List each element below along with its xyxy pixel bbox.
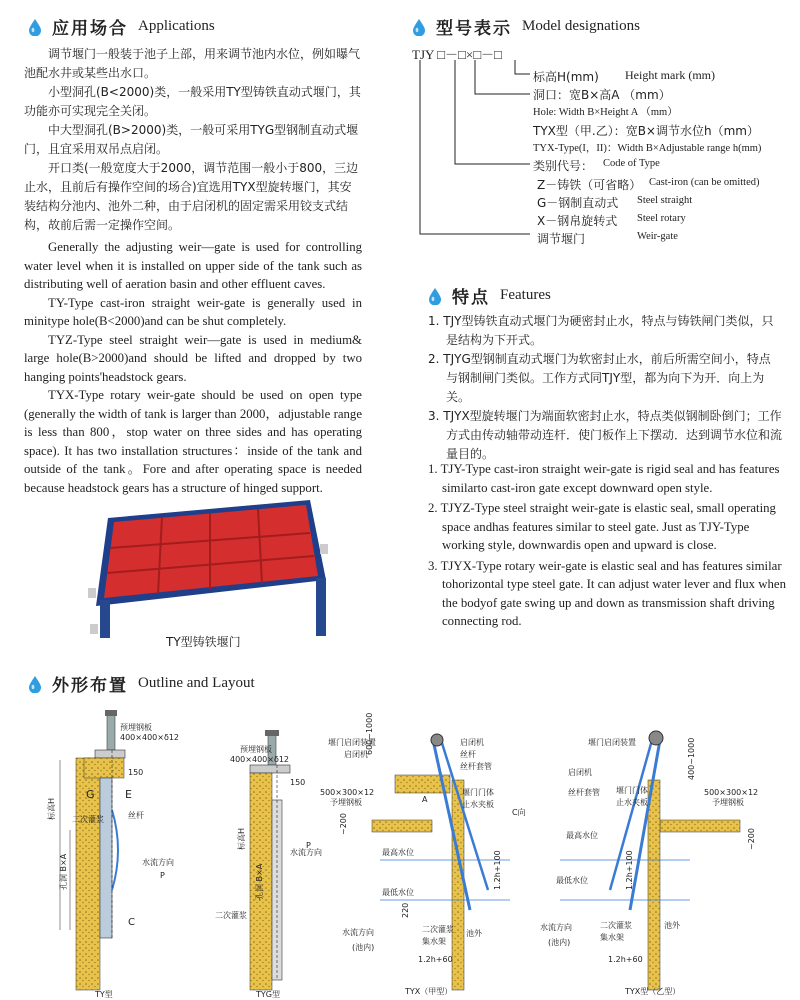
water-drop-icon	[28, 18, 42, 36]
tyx1-plate-dim: 500×300×12	[320, 788, 375, 797]
ty-gate-photo	[88, 488, 328, 638]
tyx1-dim220: 220	[401, 902, 410, 918]
outline-drawings	[0, 700, 800, 1000]
ty-second-pour: 二次灌浆	[72, 815, 104, 824]
tyg-plate-dim: 400×400×δ12	[230, 755, 290, 764]
features-en-item-2: 2. TJYZ-Type steel straight weir-gate is elastic seal, small operating space andhas features similar to steel gate. Just as TJY-Type working style, downwardis open and upward is close.	[428, 501, 776, 552]
tyg-caption: TYG型	[256, 990, 280, 999]
ty-g: G	[86, 788, 95, 801]
tyg-plate-label: 预埋钢板	[240, 745, 272, 754]
applications-en-p2: TY-Type cast-iron straight weir-gate is generally used in minitype hole(B<2000)and can be shut completely.	[24, 295, 362, 328]
tyg-second-pour: 二次灌浆	[215, 911, 247, 920]
model-row-hole-en: Hole: Width B×Height A （mm）	[533, 107, 678, 118]
ty-p: P	[160, 871, 165, 880]
tyx2-flow: 水流方向	[540, 923, 572, 932]
ty-elev: 标高H	[47, 797, 56, 820]
tyx2-second-pour: 二次灌浆	[600, 921, 632, 930]
drawing-tyx-2	[540, 731, 758, 996]
model-row-g: G－钢制直动式	[537, 196, 619, 210]
applications-header	[28, 14, 215, 39]
model-title-zh: 型号表示	[436, 19, 512, 39]
applications-en-p1: Generally the adjusting weir—gate is used for controlling water level when it is installed on upper side of the tank such as distributing well of aeration basin and other effluent caves.	[24, 240, 362, 291]
tyg-elev: 标高H	[237, 827, 246, 850]
tyx2-pit: 集水架	[600, 933, 624, 942]
applications-zh-p2: 小型洞孔(B<2000)类，一般采用TY型铸铁直动式堰门，其功能亦可实现完全关闭。	[24, 85, 361, 118]
outline-title-zh: 外形布置	[52, 676, 128, 696]
applications-zh-p1: 调节堰门一般装于池子上部，用来调节池内水位，例如曝气池配水井或某些出水口。	[24, 47, 361, 80]
drawing-tyg	[215, 730, 322, 999]
applications-zh-p4: 开口类(一般宽度大于2000，调节范围一般小于800，三边止水，且前后有操作空间的场合)宜选用TYX型旋转堰门，其安装结构分池内、池外二种，由于启闭机的固定需采用铰支式结构，故前后需一定操作空间。	[24, 161, 359, 232]
tyx1-pit: 集水架	[422, 937, 446, 946]
applications-title-zh: 应用场合	[52, 19, 128, 39]
tyx2-screw: 丝杆套管	[568, 788, 600, 797]
tyx1-a: A	[422, 795, 428, 804]
tyx1-tank-out: 池外	[466, 929, 482, 938]
model-row-code-en: Code of Type	[603, 158, 660, 169]
tyg-p: P	[306, 841, 311, 850]
tyx2-dim800: 400~1000	[687, 737, 696, 780]
tyx1-max: 最高水位	[382, 848, 414, 857]
features-en-list	[428, 460, 786, 633]
ty-c: C	[128, 917, 135, 928]
tyx2-headstock-fix: 堰门启闭装置	[588, 738, 636, 747]
model-row-code: 类别代号：	[533, 159, 594, 173]
tyx2-dim200: ~200	[747, 828, 756, 850]
model-row-z-en: Cast-iron (can be omitted)	[649, 177, 760, 188]
tyx1-min: 最低水位	[382, 888, 414, 897]
model-row-height: 标高H(mm)	[533, 70, 599, 84]
tyx2-headstock: 启闭机	[568, 768, 592, 777]
model-row-height-en: Height mark (mm)	[625, 68, 715, 82]
applications-en-text	[24, 238, 362, 497]
water-drop-icon	[428, 287, 442, 305]
model-row-x: X－钢帛旋转式	[537, 214, 618, 228]
model-header	[412, 14, 640, 39]
outline-header	[28, 671, 255, 696]
applications-zh-text	[24, 45, 362, 235]
water-drop-icon	[28, 675, 42, 693]
features-header	[428, 283, 551, 308]
tyx2-plate: 予埋钢板	[712, 798, 744, 807]
tyg-hole: 孔洞 B×A	[255, 863, 264, 900]
applications-en-p3: TYZ-Type steel straight weir—gate is used in medium& large hole(B>2000)and should be lifted and dropped by two hanging points'headstock gears.	[24, 332, 362, 384]
ty-flow: 水流方向	[142, 858, 174, 867]
tyx1-headstock: 启闭机	[344, 750, 368, 759]
tyx1-second-pour: 二次灌浆	[422, 925, 454, 934]
model-row-weir-en: Weir-gate	[637, 231, 678, 242]
model-row-tyx: TYX型（甲.乙）：宽B×调节水位h（mm）	[533, 124, 759, 138]
outline-title-en: Outline and Layout	[138, 675, 255, 691]
tyx1-gate: 堰门门体	[462, 788, 494, 797]
applications-en-p4: TYX-Type rotary weir-gate should be used on open type (generally the width of tank is larger than 2000，adjustable range is less than 800，stop water on three sides and has operating space). It has two installation structures：inside of the tank and outside of the tank。Fore and after operating space is needed because headstock gears has a structure of hinged support.	[24, 388, 362, 495]
tyx2-caption: TYX型（乙型）	[625, 987, 681, 996]
tyg-flow: 水流方向	[290, 848, 322, 857]
tyx1-caption: TYX（甲型）	[405, 987, 453, 996]
drawing-tyx-1	[320, 713, 526, 996]
tyx2-dim-h: 1.2h+100	[625, 850, 634, 890]
tyx1-dim-2h: 1.2h+60	[418, 955, 453, 964]
tyx1-headstock2: 启闭机	[460, 738, 484, 747]
model-row-g-en: Steel straight	[637, 195, 693, 206]
features-title-zh: 特点	[452, 288, 490, 308]
model-row-z: Z－铸铁（可省略）	[537, 178, 642, 192]
features-zh-item-1: 1. TJY型铸铁直动式堰门为硬密封止水，特点与铸铁闸门类似，只是结构为下开式。	[428, 314, 774, 347]
features-zh-list	[428, 312, 782, 464]
model-row-tyx-en: TYX-Type(I，II)：Width B×Adjustable range h(mm)	[533, 143, 762, 154]
tyx1-c-dir: C向	[512, 808, 526, 817]
ty-plate-dim: 400×400×δ12	[120, 733, 180, 742]
tyx1-headstock-fix: 堰门启闭装置	[328, 738, 376, 747]
ty-screw: 丝杆	[128, 811, 144, 820]
ty-plate-label: 预埋钢板	[120, 723, 152, 732]
model-code: TJY □－□×□－□	[412, 47, 502, 62]
model-row-hole: 洞口：宽B×高A （mm）	[533, 88, 671, 102]
tyx1-flow: 水流方向	[342, 928, 374, 937]
tyx1-screw: 丝杆	[460, 750, 476, 759]
applications-title-en: Applications	[138, 18, 215, 34]
tyx2-seal: 止水夹板	[616, 798, 648, 807]
tyx1-dim600: 600~1000	[365, 712, 374, 755]
ty-caption: TY型	[95, 990, 113, 999]
tyx2-max: 最高水位	[566, 831, 598, 840]
model-row-weir: 调节堰门	[537, 232, 586, 246]
tyx2-tank-out: 池外	[664, 921, 680, 930]
tyx2-plate-dim: 500×300×12	[704, 788, 759, 797]
tyx1-dim200: ~200	[339, 813, 348, 835]
drawing-ty	[46, 710, 179, 999]
tyx1-dim-h: 1.2h+100	[493, 850, 502, 890]
applications-zh-p3: 中大型洞孔(B>2000)类，一般可采用TYG型钢制直动式堰门，且宜采用双吊点启闭。	[24, 123, 359, 156]
photo-caption: TY型铸铁堰门	[166, 635, 241, 649]
tyx2-min: 最低水位	[556, 876, 588, 885]
features-en-item-3: 3. TJYX-Type rotary weir-gate is elastic seal and has features similar tohorizontal type steel gate. It can adjust water lever and flux when the bodyof gate swing up and down as transmission shaft driving connecting rod.	[428, 558, 786, 628]
ty-e: E	[125, 788, 132, 801]
tyx2-gate: 堰门门体	[616, 786, 648, 795]
model-bracket-lines	[412, 56, 532, 236]
ty-hole: 孔洞 B×A	[59, 853, 68, 890]
ty-dim150: 150	[128, 768, 144, 777]
tyx1-plate: 予埋钢板	[330, 798, 362, 807]
model-title-en: Model designations	[522, 18, 640, 34]
features-zh-item-3: 3. TJYX型旋转堰门为端面软密封止水，特点类似钢制卧倒门；工作方式由传动轴带动连杆．使门板作上下摆动．达到调节水位和流量目的。	[428, 409, 783, 461]
features-en-item-1: 1. TJY-Type cast-iron straight weir-gate is rigid seal and has features similarto cast-iron gate except downward open style.	[428, 462, 780, 495]
tyx1-seal: 止水夹板	[462, 800, 494, 809]
tyx1-sleeve: 丝杆套管	[460, 762, 492, 771]
tyg-dim150: 150	[290, 778, 306, 787]
model-row-x-en: Steel rotary	[637, 213, 686, 224]
tyx1-tank-in: (池内)	[352, 943, 375, 952]
water-drop-icon	[412, 18, 426, 36]
tyx2-tank-in: (池内)	[548, 938, 571, 947]
features-title-en: Features	[500, 287, 551, 303]
tyx2-dim-2h: 1.2h+60	[608, 955, 643, 964]
features-zh-item-2: 2. TJYG型钢制直动式堰门为软密封止水，前后所需空间小，特点与钢制闸门类似。工作方式同TJY型，都为向下为开．向上为关。	[428, 352, 771, 404]
